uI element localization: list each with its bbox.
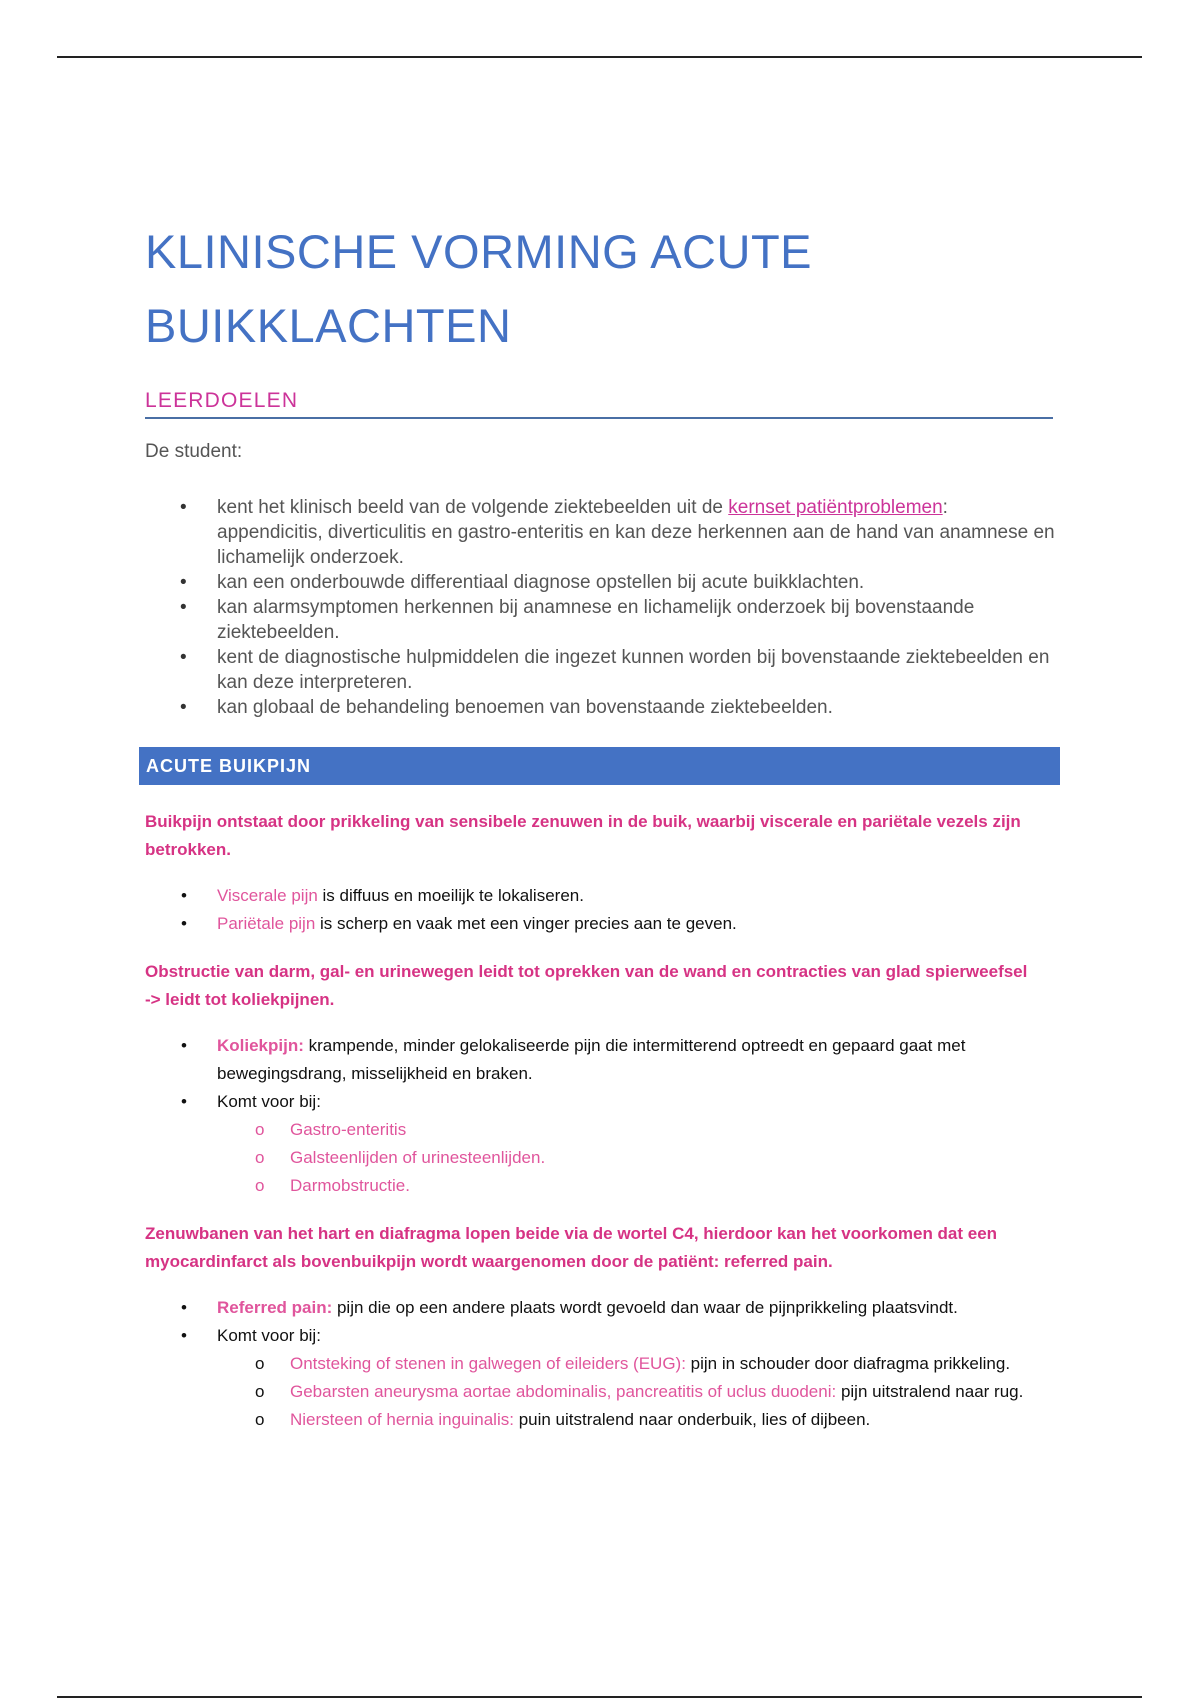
sublist-item [145,1378,1060,1406]
goal-item: • kan een onderbouwde differentiaal diagnose opstellen bij acute buikklachten. [145,570,1055,595]
page-header-block [145,215,1055,720]
koliek-sublist [145,1116,1060,1200]
obstructie-line-2: -> leidt tot koliekpijnen. [145,990,335,1009]
page-bottom-rule [57,1696,1142,1698]
list-item [145,910,1060,938]
paragraph-obstructie [145,958,1060,1014]
list-item: • Komt voor bij: [145,1322,1060,1350]
document-title [145,215,1055,363]
section-heading-acute-buikpijn: ACUTE BUIKPIJN [139,747,1060,785]
goal-item: • kan globaal de behandeling benoemen van bovenstaande ziektebeelden. [145,695,1055,720]
sublist-term: Gebarsten aneurysma aortae abdominalis, pancreatitis of uclus duodeni: [290,1382,837,1401]
sublist-item [145,1350,1060,1378]
term-referred-pain: Referred pain: [217,1298,333,1317]
sublist-item: o Darmobstructie. [145,1172,1060,1200]
goal-item: • kan alarmsymptomen herkennen bij anamnese en lichamelijk onderzoek bij bovenstaande ziektebeelden. [145,595,1055,645]
term-text: is scherp en vaak met een vinger precies aan te geven. [315,914,737,933]
sublist-text: puin uitstralend naar onderbuik, lies of dijbeen. [513,1410,871,1429]
paragraph-buikpijn: Buikpijn ontstaat door prikkeling van sensibele zenuwen in de buik, waarbij viscerale en pariëtale vezels zijn betrokken. [145,812,1021,859]
goal-item [145,495,1055,570]
pain-type-list [145,882,1060,938]
learning-goals-list [145,495,1055,720]
term-viscerale-pijn: Viscerale pijn [217,886,318,905]
title-line-1: KLINISCHE VORMING ACUTE [145,225,812,278]
sublist-item: o Galsteenlijden of urinesteenlijden. [145,1144,1060,1172]
sublist-term: Niersteen of hernia inguinalis: [290,1410,514,1429]
obstructie-line-1: Obstructie van darm, gal- en urinewegen leidt tot oprekken van de wand en contracties van glad spierweefsel [145,962,1028,981]
list-item [145,882,1060,910]
list-item: • Komt voor bij: [145,1088,1060,1116]
kernset-link[interactable]: kernset patiëntproblemen [728,497,943,518]
sublist-text: pijn in schouder door diafragma prikkeling. [685,1354,1011,1373]
term-text: krampende, minder gelokaliseerde pijn die intermitterend optreedt en gepaard gaat met bewegingsdrang, misselijkheid en braken. [217,1036,966,1083]
list-item [145,1294,1060,1322]
leerdoelen-heading: LEERDOELEN [145,389,1053,419]
term-parietale-pijn: Pariëtale pijn [217,914,316,933]
list-item [145,1032,1060,1088]
term-text: pijn die op een andere plaats wordt gevoeld dan waar de pijnprikkeling plaatsvindt. [332,1298,958,1317]
goal-1-text: kent het klinisch beeld van de volgende ziektebeelden uit de [217,497,729,518]
referred-pain-list [145,1294,1060,1350]
paragraph-referred-pain: Zenuwbanen van het hart en diafragma lopen beide via de wortel C4, hierdoor kan het voorkomen dat een myocardinfarct als bovenbuikpijn wordt waargenomen door de patiënt: referred pain. [145,1224,998,1271]
koliek-list [145,1032,1060,1116]
goal-1-rest: : appendicitis, diverticulitis en gastro-enteritis en kan deze herkennen aan de hand van anamnese en lichamelijk onderzoek. [217,497,1055,568]
term-text: is diffuus en moeilijk te lokaliseren. [317,886,584,905]
intro-text: De student: [145,441,243,462]
sublist-text: pijn uitstralend naar rug. [836,1382,1024,1401]
term-koliekpijn: Koliekpijn: [217,1036,304,1055]
sublist-item: o Gastro-enteritis [145,1116,1060,1144]
sublist-term: Ontsteking of stenen in galwegen of eileiders (EUG): [290,1354,686,1373]
section-body [145,808,1060,1434]
referred-pain-sublist [145,1350,1060,1434]
title-line-2: BUIKKLACHTEN [145,299,512,352]
goal-item: • kent de diagnostische hulpmiddelen die ingezet kunnen worden bij bovenstaande ziektebeelden en kan deze interpreteren. [145,645,1055,695]
page-top-rule [57,56,1142,58]
sublist-item [145,1406,1060,1434]
